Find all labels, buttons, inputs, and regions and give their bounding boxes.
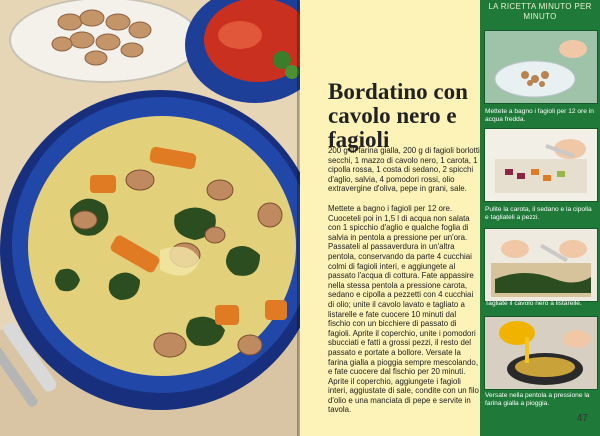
step-1-caption: Mettete a bagno i fagioli per 12 ore in acqua fredda.	[485, 108, 594, 123]
step-4-caption: Versate nella pentola a pressione la farina gialla a pioggia.	[485, 392, 590, 407]
step-by-step-sidebar	[480, 0, 600, 436]
soaking-beans-illustration	[485, 31, 597, 103]
pouring-cornmeal-illustration	[485, 317, 597, 389]
step-1-photo	[484, 30, 598, 104]
step-3-photo	[484, 228, 598, 302]
step-2-photo	[484, 128, 598, 202]
recipe-page	[300, 0, 600, 436]
sidebar-header: LA RICETTA MINUTO PER MINUTO	[488, 2, 592, 21]
step-2-caption: Pulite la carota, il sedano e la cipolla e tagliateli a pezzi.	[485, 206, 592, 221]
chopping-vegetables-illustration	[485, 129, 597, 201]
step-4-photo	[484, 316, 598, 390]
step-3-caption: Tagliate il cavolo nero a listarelle.	[485, 300, 582, 307]
page-number: 47	[576, 413, 588, 424]
method-text: Mettete a bagno i fagioli per 12 ore. Cuoceteli poi in 1,5 l di acqua non salata con 1 spicchio d'aglio e qualche foglia di salvia in pentola a pressione per un'ora. Passateli al passaverdura in un'altra pentola, conservando da parte 4 cucchiai colmi di fagioli interi, e aggiungete al passato l'acqua di cottura. Fate appassire nella stessa pentola a pressione carota, sedano e cipolla a pezzetti con 4 cucchiai di olio; unite il cavolo lavato e tagliato a listarelle e fate cuocere 10 minuti dal fischio con un bicchiere di passato di fagioli. Aprite il coperchio, unite i pomodori sbucciati e fatti a grossi pezzi, il resto del passato e portate a bollore. Versate la farina gialla a pioggia sempre mescolando, e fate cuocere dal fischio per 20 minuti. Aprite il coperchio, aggiungete i fagioli interi, aggiustate di sale, condite con un filo d'olio e una manciata di pepe e servite in tavola.	[328, 204, 479, 415]
recipe-title: Bordatino con cavolo nero e fagioli	[328, 79, 468, 152]
cutting-kale-illustration	[485, 229, 597, 301]
ingredients-text: 200 g di farina gialla, 200 g di fagioli borlotti secchi, 1 mazzo di cavolo nero, 1 carota, 1 cipolla rossa, 1 costa di sedano, 2 spicchi d'aglio, salvia, 4 pomodori rossi, olio extravergine d'oliva, pepe in grani, sale.	[328, 146, 480, 194]
